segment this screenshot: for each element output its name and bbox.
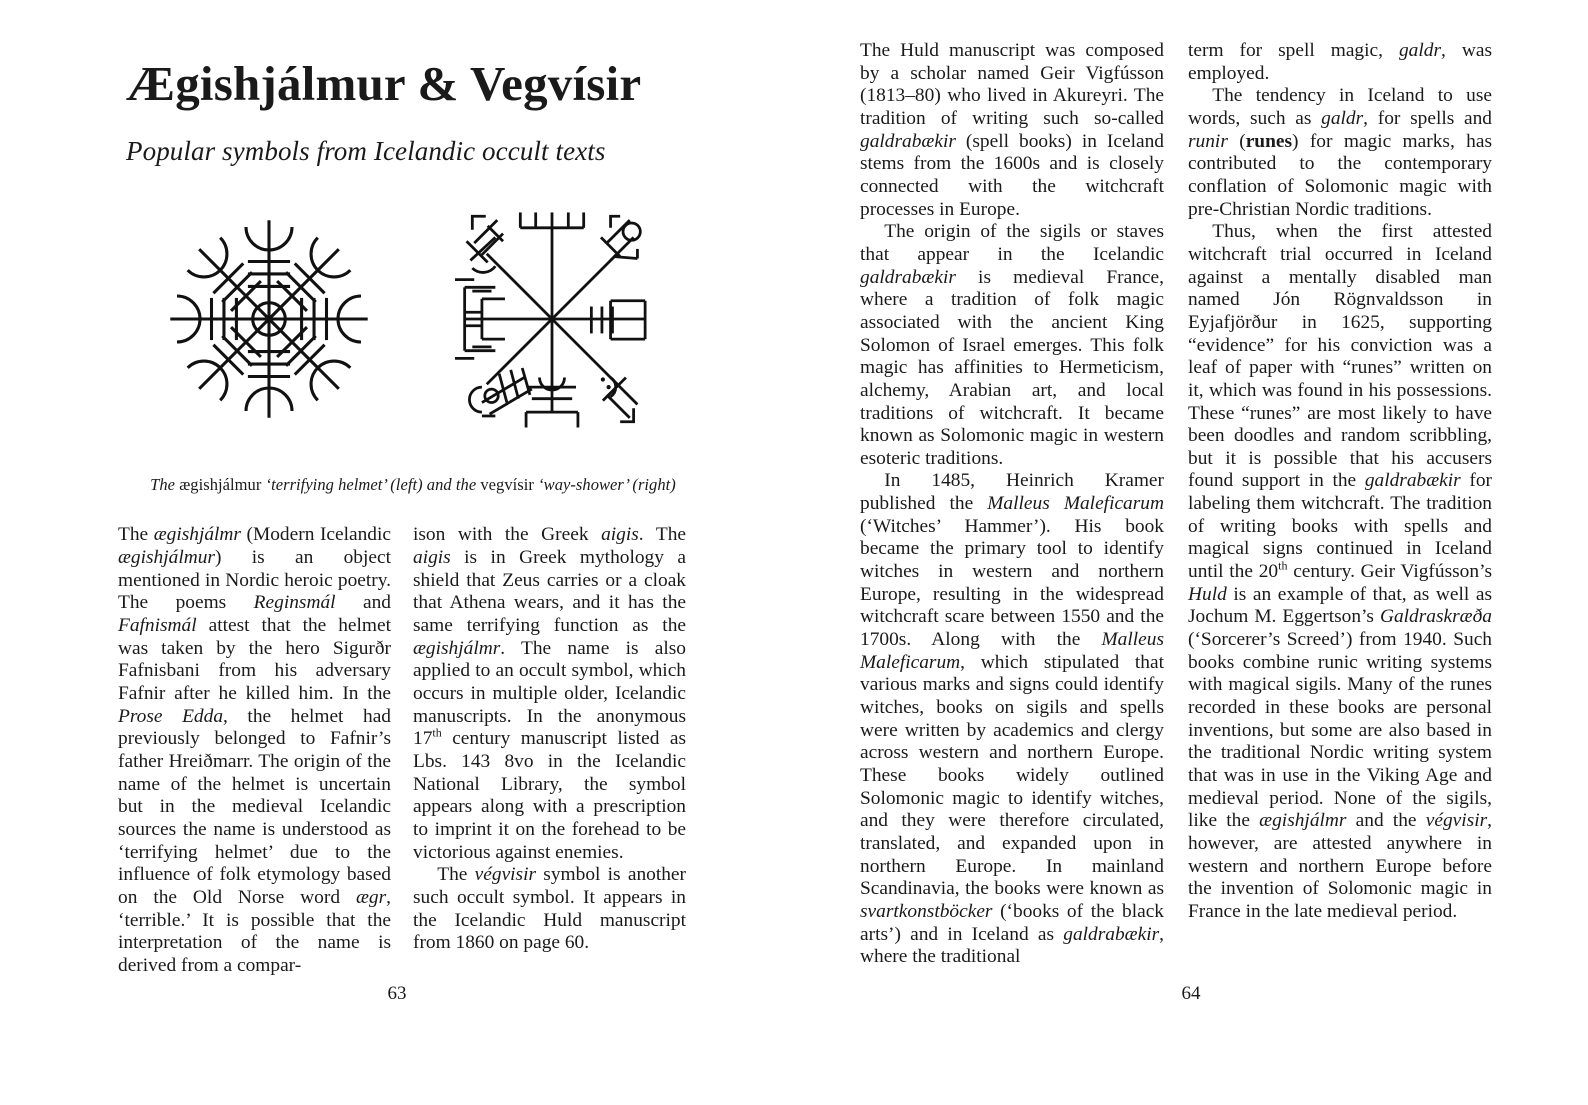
column-1 — [118, 524, 391, 977]
text-run-i: végvisir — [1425, 810, 1488, 832]
text-run-i: Huld — [1188, 583, 1227, 605]
text-run-i: ægr — [355, 886, 387, 908]
text-run-i: Prose Edda — [118, 705, 224, 727]
text-run: is medieval France, where a tradition of folk magic associated with the ancient King Solomon of Israel emerges. This folk magic has affinities to Hermeticism, alchemy, Arabian art, and local traditions of witchcraft. It became known as Solomonic magic in western esoteric traditions. — [860, 266, 1164, 469]
text-run: ison with the Greek — [413, 524, 602, 546]
folio-left: 63 — [387, 983, 407, 1004]
text-run-i: Reginsmál — [253, 592, 336, 614]
text-run: The Huld manuscript was composed by a scholar named Geir Vigfússon (1813–80) who lived in Akureyri. The tradition of writing such so-called — [860, 40, 1164, 129]
text-run-i: Malleus Maleficarum — [860, 629, 1164, 673]
paragraph — [1188, 40, 1492, 85]
text-run-i: aigis — [601, 524, 639, 546]
text-run: In 1485, Heinrich Kramer published the — [860, 470, 1164, 515]
page-right — [794, 0, 1588, 1105]
text-run-i: aigis — [413, 547, 451, 569]
text-run: The — [437, 864, 475, 886]
text-run-i: svartkonstböcker — [860, 900, 993, 922]
text-run-i: runir — [1188, 130, 1228, 152]
paragraph — [860, 221, 1164, 470]
text-run-i: Galdraskræða — [1379, 606, 1492, 628]
text-run-i: galdrabækir — [1063, 923, 1160, 945]
text-run: The — [118, 524, 154, 546]
text-run-i: ægishjálmur — [118, 547, 215, 569]
caption-part-c: ‘terrifying helmet’ (left) and the — [261, 475, 481, 495]
caption-part-e: ‘way-shower’ (right) — [533, 475, 676, 495]
text-run: , however, are attested anywhere in western and northern Europe before the invention of Solomonic magic in France in the late medieval period. — [1188, 810, 1492, 922]
text-run-i: Fafnismál — [118, 615, 197, 637]
text-run: is an example of that, as well as Jochum M. Eggertson’s — [1188, 583, 1492, 628]
paragraph — [413, 524, 686, 864]
caption-part-a: The — [150, 475, 180, 495]
text-run-i: ægishjálmr — [413, 637, 501, 659]
text-run: is in Greek mythology a shield that Zeus carries or a cloak that Athena wears, and it has the same terrifying function as the — [413, 547, 686, 637]
text-run: Thus, when the first attested witchcraft trial occurred in Iceland against a mentally disabled man named Jón Rögnvaldsson in Eyjafjörður in 1625, supporting “evidence” for his conviction was a leaf of paper with “runes” written on it, which was found in his possessions. These “runes” are most likely to have been doodles and random scribbling, but it is possible that his accusers found support in the — [1188, 221, 1492, 492]
text-run: . The name is also applied to an occult symbol, which occurs in multiple older, Icelandic manuscripts. In the anonymous 17 — [413, 637, 686, 750]
text-run: term for spell magic, — [1188, 40, 1399, 61]
text-run-i: galdrabækir — [1364, 470, 1461, 492]
text-run: , where the traditional — [860, 923, 1164, 968]
text-run-i: ægishjálmr — [153, 524, 241, 546]
text-run-i: ægishjálmr — [1259, 810, 1347, 832]
paragraph — [1188, 221, 1492, 923]
paragraph — [860, 470, 1164, 968]
text-run: The origin of the sigils or staves that appear in the Icelandic — [860, 221, 1164, 265]
text-run: (‘Sorcerer’s Screed’) from 1940. Such books combine runic writing systems with magical sigils. Many of the runes recorded in these books are personal inventions, but some are also based in the traditional Nordic writing system that was in use in the Viking Age and medieval period. None of the sigils, like the — [1188, 629, 1492, 832]
text-run: , the helmet had previously belonged to Fafnir’s father Hreiðmarr. The origin of the name of the helmet is uncertain but in the medieval Icelandic sources the name is understood as ‘terrifying helmet’ due to the influence of folk etymology based on the Old Norse word — [118, 705, 392, 908]
text-run: , ‘terrible.’ It is possible that the interpretation of the name is derived from a compar- — [118, 886, 391, 976]
text-run-i: végvisir — [474, 864, 537, 886]
text-run-i: galdrabækir — [860, 266, 956, 288]
text-run: , which stipulated that various marks and signs could identify witches, books on sigils and spells were written by academics and clergy across western and northern Europe. These books widely outlined Solomonic magic to identify witches, and they were therefore circulated, translated, and expanded upon in northern Europe. In mainland Scandinavia, the books were known as — [860, 651, 1164, 900]
column-4 — [1188, 40, 1492, 969]
text-run: and the — [1346, 810, 1426, 832]
paragraph — [413, 864, 686, 955]
page-title: Ægishjálmur & Vegvísir — [126, 56, 642, 111]
text-run: (Modern Icelandic — [240, 524, 391, 546]
page-subtitle: Popular symbols from Icelandic occult texts — [126, 136, 606, 167]
caption-term-vegvisir: vegvísir — [480, 475, 534, 495]
vegvisir-sigil — [432, 199, 672, 439]
text-run: ) is an object mentioned in Nordic heroic poetry. The poems — [118, 547, 391, 614]
paragraph — [860, 40, 1164, 221]
column-2 — [413, 524, 686, 977]
text-run: attest that the helmet was taken by the hero Sigurðr Fafnisbani from his adversary Fafnir after he killed him. In the — [118, 615, 391, 705]
text-run: and — [335, 592, 391, 614]
text-run-i: galdr — [1398, 40, 1441, 61]
text-run: century manuscript listed as Lbs. 143 8vo in the Icelandic National Library, the symbol appears along with a prescription to imprint it on the forehead to be victorious against enemies. — [413, 728, 686, 863]
text-run: (‘Witches’ Hammer’). His book became the primary tool to identify witches in western and northern Europe, resulting in the widespread witchcraft scare between 1550 and the 1700s. Along with the — [860, 515, 1164, 651]
text-run-i: galdrabækir — [860, 130, 956, 152]
right-page-columns — [860, 40, 1492, 969]
text-run: for labeling them witchcraft. The tradition of writing books with spells and magical signs continued in Iceland until the 20 — [1188, 470, 1492, 583]
folio-right: 64 — [1181, 983, 1201, 1004]
text-run: (spell books) in Iceland stems from the 1600s and is closely connected with the witchcraft processes in Europe. — [860, 130, 1164, 220]
caption-term-aegishjalmur: ægishjálmur — [179, 475, 262, 495]
text-run: symbol is another such occult symbol. It appears in the Icelandic Huld manuscript from 1860 on page 60. — [413, 864, 686, 954]
paragraph — [118, 524, 391, 977]
text-run-sup: th — [1278, 558, 1288, 573]
symbols-figure — [118, 189, 708, 449]
text-run: . The — [638, 524, 686, 546]
text-run-sup: th — [432, 725, 442, 740]
text-run-i: galdr — [1321, 107, 1364, 129]
figure-caption — [118, 475, 708, 495]
text-run-i: Malleus Maleficarum — [987, 493, 1165, 515]
left-page-columns — [118, 524, 708, 977]
paragraph — [1188, 85, 1492, 221]
text-run: century. Geir Vigfússon’s — [1287, 561, 1492, 583]
text-run: ( — [1227, 130, 1246, 152]
aegishjalmur-sigil — [154, 204, 384, 434]
text-run: The tendency in Iceland to use words, such as — [1188, 85, 1492, 129]
text-run-b: runes — [1245, 130, 1293, 152]
column-3 — [860, 40, 1164, 969]
text-run: , for spells and — [1363, 107, 1492, 129]
text-run: , was employed. — [1188, 40, 1492, 84]
text-run: ) for magic marks, has contributed to the contemporary conflation of Solomonic magic with pre-Christian Nordic traditions. — [1188, 130, 1493, 220]
text-run: (‘books of the black arts’) and in Iceland as — [860, 900, 1164, 945]
